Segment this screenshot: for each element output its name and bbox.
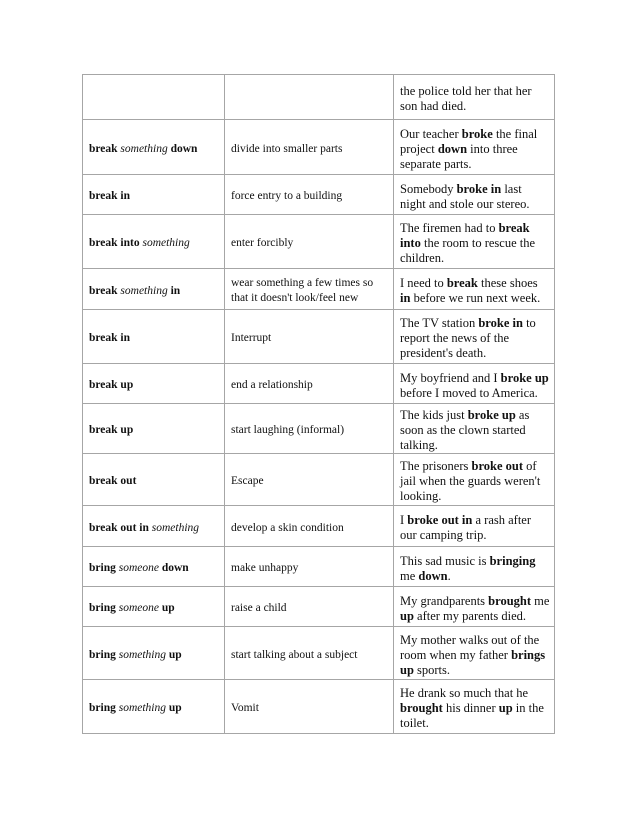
example-cell — [394, 120, 555, 175]
verb-part: up — [166, 702, 182, 714]
verb-object-placeholder: something — [120, 142, 168, 155]
example-text: of jail when the guards weren't looking. — [400, 459, 541, 503]
example-text: to report the news of the president's death. — [400, 316, 536, 360]
phrasal-verb — [89, 470, 220, 489]
example-cell — [394, 587, 555, 627]
example-highlight: down — [437, 141, 468, 156]
table-row — [83, 175, 555, 215]
meaning-text: develop a skin condition — [231, 521, 344, 534]
phrasal-verbs-table — [82, 74, 555, 734]
example-sentence — [400, 80, 550, 114]
example-highlight: brought — [400, 701, 443, 715]
meaning-text: end a relationship — [231, 379, 313, 391]
phrasal-verb-cell — [83, 364, 225, 404]
example-sentence — [400, 217, 550, 266]
table-row — [83, 404, 555, 454]
phrasal-verb — [89, 185, 220, 204]
example-text: last night and stole our stereo. — [400, 181, 530, 211]
example-text: in the toilet. — [400, 701, 544, 730]
phrasal-verb-cell — [83, 175, 225, 215]
example-highlight: down — [418, 568, 448, 583]
example-text: The prisoners — [400, 459, 472, 473]
example-text: This sad music is — [400, 553, 490, 568]
example-sentence — [400, 682, 550, 731]
example-sentence — [400, 629, 550, 678]
example-text: The TV station — [400, 316, 479, 330]
example-text: He drank so much that he — [400, 686, 529, 700]
verb-part: bring — [89, 602, 119, 614]
example-highlight: broke out — [471, 459, 524, 473]
meaning-cell — [225, 75, 394, 120]
meaning-cell — [225, 627, 394, 680]
verb-part: break — [89, 142, 121, 155]
verb-part: down — [167, 142, 198, 155]
example-cell — [394, 269, 555, 310]
table-row — [83, 120, 555, 175]
example-highlight: brought — [488, 593, 532, 608]
meaning-cell — [225, 506, 394, 547]
phrasal-verb-cell — [83, 627, 225, 680]
meaning-text: Interrupt — [231, 332, 272, 344]
phrasal-verb-cell — [83, 404, 225, 454]
table-row — [83, 547, 555, 587]
example-sentence — [400, 509, 550, 543]
verb-part: break up — [89, 424, 134, 436]
verb-part: up — [166, 648, 182, 661]
example-cell — [394, 627, 555, 680]
phrasal-verb — [89, 374, 220, 393]
example-text: The firemen had to — [400, 221, 499, 235]
phrasal-verb-cell — [83, 75, 225, 120]
example-highlight: up — [498, 701, 513, 715]
phrasal-verb-cell — [83, 215, 225, 269]
phrasal-verb-cell — [83, 587, 225, 627]
example-cell — [394, 506, 555, 547]
verb-part: break out — [89, 475, 137, 487]
example-cell — [394, 680, 555, 734]
example-text: the room to rescue the children. — [400, 236, 536, 265]
meaning-cell — [225, 547, 394, 587]
verb-object-placeholder: someone — [118, 602, 159, 614]
meaning-text: make unhappy — [231, 562, 299, 574]
phrasal-verb-cell — [83, 269, 225, 310]
verb-object-placeholder: someone — [118, 562, 159, 574]
example-highlight: bringing — [489, 553, 536, 568]
phrasal-verb — [89, 138, 220, 157]
example-highlight: in — [400, 291, 411, 305]
example-text: me — [531, 593, 550, 608]
phrasal-verb — [89, 232, 220, 251]
verb-part: bring — [89, 562, 119, 574]
verb-part: break in — [89, 190, 131, 202]
verb-part: break — [89, 284, 121, 297]
example-highlight: broke up — [500, 370, 549, 385]
phrasal-verb — [89, 419, 220, 438]
example-sentence — [400, 590, 550, 624]
verb-part: up — [158, 602, 175, 614]
verb-part: down — [158, 562, 189, 574]
example-cell — [394, 215, 555, 269]
table-row — [83, 269, 555, 310]
example-text: The kids just — [400, 408, 468, 422]
meaning-text: divide into smaller parts — [231, 142, 343, 155]
example-cell — [394, 175, 555, 215]
example-highlight: up — [400, 608, 414, 623]
example-text: sports. — [413, 662, 451, 677]
example-sentence — [400, 178, 550, 212]
verb-part: bring — [89, 702, 119, 714]
phrasal-verb — [89, 95, 220, 99]
example-text: the final project — [400, 126, 538, 156]
meaning-text: Vomit — [231, 702, 259, 714]
verb-part: break into — [89, 237, 143, 249]
example-sentence — [400, 272, 550, 306]
example-sentence — [400, 367, 550, 401]
example-highlight: broke — [461, 126, 493, 141]
example-highlight: broke in — [478, 316, 523, 330]
meaning-text — [231, 95, 389, 99]
example-sentence — [400, 550, 550, 584]
phrasal-verb-cell — [83, 310, 225, 364]
example-sentence — [400, 312, 550, 361]
example-cell — [394, 75, 555, 120]
example-cell — [394, 364, 555, 404]
example-text: . — [447, 568, 451, 583]
meaning-text: start talking about a subject — [231, 648, 358, 661]
meaning-cell — [225, 364, 394, 404]
verb-object-placeholder: something — [118, 648, 166, 661]
example-text: these shoes — [477, 276, 538, 290]
meaning-cell — [225, 404, 394, 454]
example-sentence — [400, 123, 550, 172]
phrasal-verb — [89, 597, 220, 616]
phrasal-verb — [89, 557, 220, 576]
meaning-cell — [225, 175, 394, 215]
example-highlight: broke in — [456, 181, 502, 196]
phrasal-verb-cell — [83, 506, 225, 547]
verb-part: break out in — [89, 521, 152, 534]
example-highlight: broke up — [467, 408, 516, 422]
verb-part: break in — [89, 332, 131, 344]
example-text: Somebody — [400, 181, 457, 196]
example-cell — [394, 547, 555, 587]
verb-object-placeholder: something — [120, 284, 168, 297]
verb-object-placeholder: something — [151, 521, 200, 534]
table-row — [83, 680, 555, 734]
meaning-text: wear something a few times so that it doesn't look/feel new — [231, 277, 374, 304]
meaning-cell — [225, 120, 394, 175]
table-row — [83, 75, 555, 120]
table-row — [83, 506, 555, 547]
meaning-text: enter forcibly — [231, 237, 294, 249]
meaning-cell — [225, 269, 394, 310]
example-cell — [394, 310, 555, 364]
meaning-cell — [225, 680, 394, 734]
example-text: after my parents died. — [413, 608, 527, 623]
example-text: My grandparents — [400, 593, 489, 608]
phrasal-verb — [89, 517, 220, 536]
example-text: the police told her that her son had died. — [400, 84, 532, 113]
example-sentence — [400, 455, 550, 504]
example-text: as soon as the clown started talking. — [400, 408, 530, 452]
example-text: his dinner — [442, 701, 499, 715]
table-row — [83, 454, 555, 506]
meaning-text: start laughing (informal) — [231, 424, 345, 436]
example-text: My boyfriend and I — [400, 370, 501, 385]
meaning-cell — [225, 587, 394, 627]
example-text: I need to — [400, 276, 447, 290]
phrasal-verb — [89, 697, 220, 716]
phrasal-verb — [89, 644, 220, 663]
example-cell — [394, 454, 555, 506]
phrasal-verb-cell — [83, 547, 225, 587]
example-text: Our teacher — [400, 126, 462, 141]
table-row — [83, 627, 555, 680]
example-text: before I moved to America. — [400, 385, 538, 400]
example-highlight: broke out in — [407, 513, 473, 527]
phrasal-verb — [89, 280, 220, 299]
phrasal-verb-cell — [83, 680, 225, 734]
example-text: into three separate parts. — [400, 141, 518, 171]
verb-object-placeholder: something — [142, 237, 190, 249]
verb-object-placeholder: something — [118, 702, 166, 714]
table-row — [83, 310, 555, 364]
table-row — [83, 587, 555, 627]
example-cell — [394, 404, 555, 454]
phrasal-verb-cell — [83, 120, 225, 175]
example-sentence — [400, 404, 550, 453]
example-text: me — [400, 568, 419, 583]
example-text: a rash after our camping trip. — [400, 513, 532, 542]
table-body — [83, 75, 555, 734]
example-text: My mother walks out of the room when my father — [400, 632, 540, 662]
table-row — [83, 364, 555, 404]
example-highlight: break — [446, 276, 478, 290]
verb-part: break up — [89, 379, 134, 391]
meaning-cell — [225, 310, 394, 364]
example-highlight: brings up — [400, 647, 546, 677]
table-row — [83, 215, 555, 269]
meaning-cell — [225, 454, 394, 506]
verb-part: bring — [89, 648, 119, 661]
phrasal-verb-cell — [83, 454, 225, 506]
example-highlight: break into — [400, 221, 530, 250]
phrasal-verb — [89, 327, 220, 346]
meaning-text: force entry to a building — [231, 190, 343, 202]
meaning-cell — [225, 215, 394, 269]
example-text: before we run next week. — [410, 291, 541, 305]
example-text: I — [400, 513, 408, 527]
verb-part: in — [167, 284, 181, 297]
meaning-text: Escape — [231, 475, 264, 487]
meaning-text: raise a child — [231, 602, 287, 614]
